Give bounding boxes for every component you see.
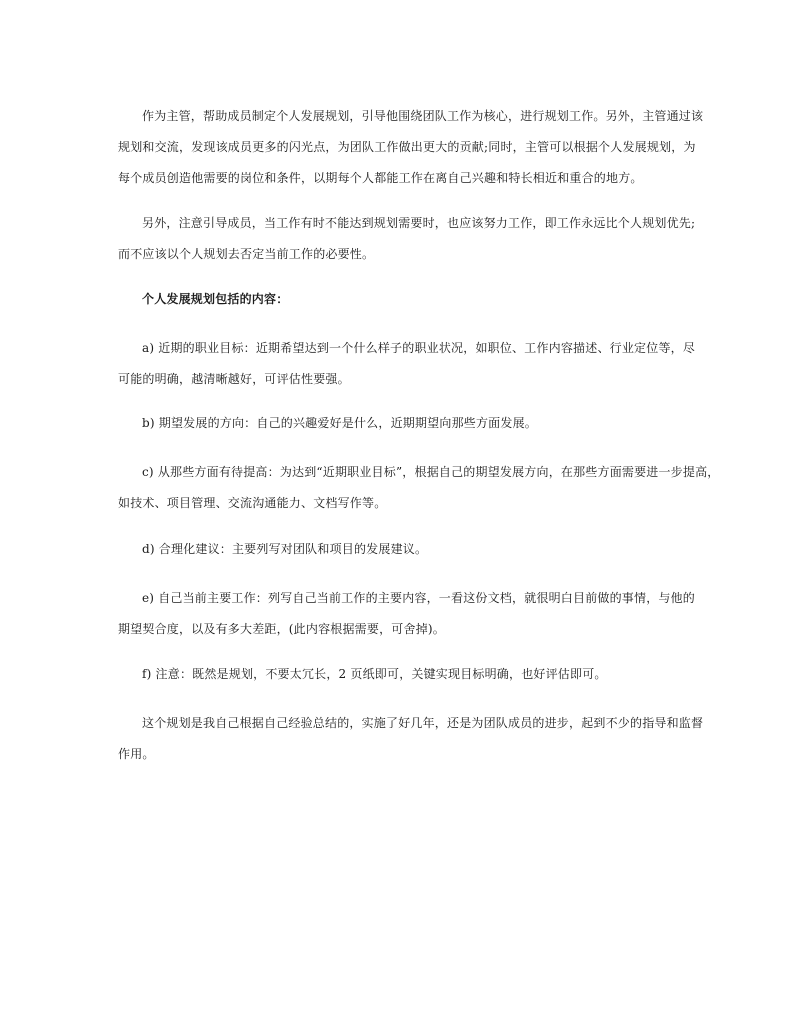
paragraph-line: 作为主管，帮助成员制定个人发展规划，引导他围绕团队工作为核心，进行规划工作。另外，主管通过该 [142,109,704,123]
list-item-a [118,333,698,395]
section-heading [118,284,698,315]
paragraph-line: 而不应该以个人规划去否定当前工作的必要性。 [118,247,375,261]
list-item-d [118,534,698,565]
heading-line: 个人发展规划包括的内容： [142,292,289,306]
paragraph-line: c) 从那些方面有待提高：为达到“近期职业目标”，根据自己的期望发展方向，在那些方面需要进一步提高， [142,465,720,479]
paragraph-line: b) 期望发展的方向：自己的兴趣爱好是什么，近期期望向那些方面发展。 [142,416,537,430]
paragraph-line: 规划和交流，发现该成员更多的闪光点，为团队工作做出更大的贡献;同时，主管可以根据个人发展规划，为 [118,140,696,154]
paragraph-line: 可能的明确，越清晰越好，可评估性要强。 [118,372,350,386]
paragraph-conclusion [118,708,704,770]
list-item-b [118,408,698,439]
list-item-f [118,659,698,690]
paragraph-line: 另外，注意引导成员，当工作有时不能达到规划需要时，也应该努力工作，即工作永远比个人规划优先; [142,216,696,230]
paragraph-line: 每个成员创造他需要的岗位和条件，以期每个人都能工作在离自己兴趣和特长相近和重合的地方。 [118,171,643,185]
paragraph-line: f) 注意：既然是规划，不要太冗长，2 页纸即可，关键实现目标明确，也好评估即可。 [142,667,607,681]
paragraph-line: 期望契合度，以及有多大差距，(此内容根据需要，可舍掉)。 [118,622,445,636]
paragraph-intro [118,101,704,194]
paragraph-line: e) 自己当前主要工作：列写自己当前工作的主要内容，一看这份文档，就很明白目前做的事情，与他的 [142,591,696,605]
paragraph-line: d) 合理化建议：主要列写对团队和项目的发展建议。 [142,542,428,556]
paragraph-line: 如技术、项目管理、交流沟通能力、文档写作等。 [118,496,387,510]
paragraph-guidance [118,208,698,270]
paragraph-line: 作用。 [118,747,155,761]
list-item-c [118,457,720,519]
paragraph-line: 这个规划是我自己根据自己经验总结的，实施了好几年，还是为团队成员的进步，起到不少的指导和监督 [142,716,704,730]
paragraph-line: a) 近期的职业目标：近期希望达到一个什么样子的职业状况，如职位、工作内容描述、行业定位等，尽 [142,341,696,355]
list-item-e [118,583,698,645]
